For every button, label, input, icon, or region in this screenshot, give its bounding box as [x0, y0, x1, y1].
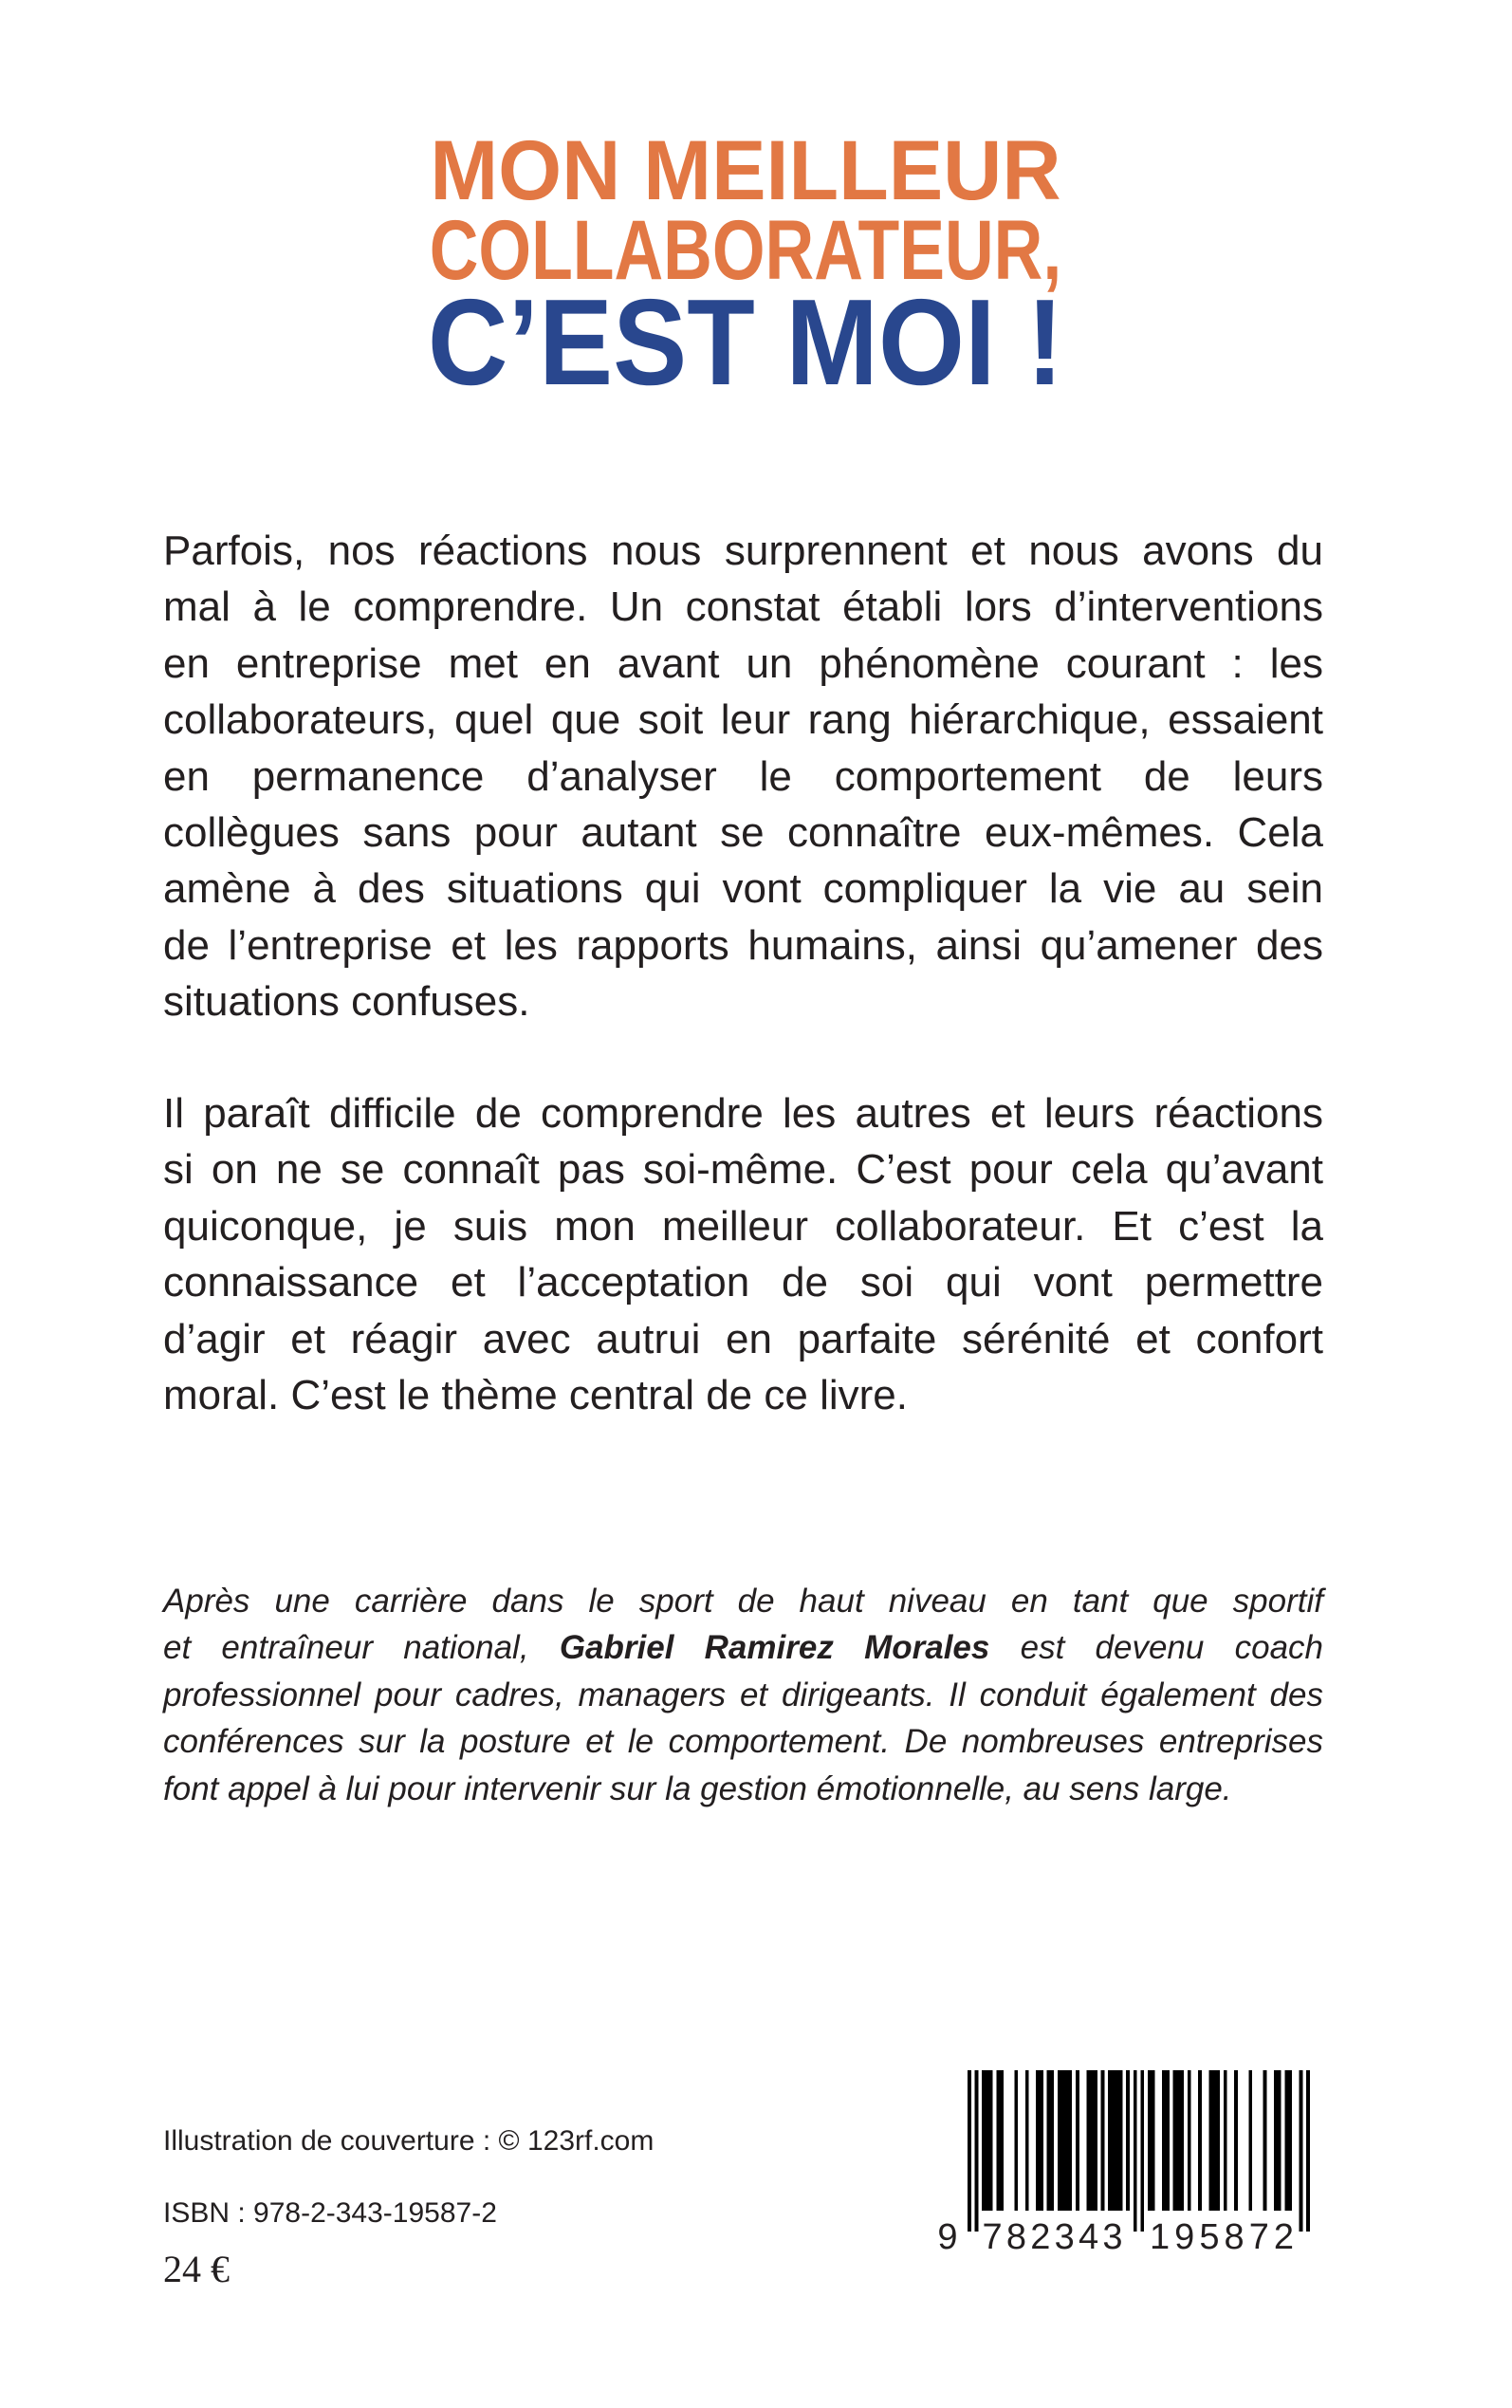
price: 24 €: [163, 2248, 230, 2290]
bio-text: et entraîneur national,: [163, 1629, 529, 1667]
barcode-bar: [1025, 2070, 1029, 2211]
barcode-right-digits: 195872: [1150, 2217, 1294, 2257]
paragraph-line: Parfois, nos réactions nous surprennent et nous avons du: [163, 528, 1323, 574]
paragraph-line: en permanence d’analyser le comportement de leurs: [163, 752, 1323, 800]
paragraph-line: d’agir et réagir avec autrui en parfaite sérénité et confort: [163, 1315, 1323, 1362]
paragraph-line: collaborateurs, quel que soit leur rang hiérarchique, essaient: [163, 696, 1323, 744]
barcode-bar: [1126, 2070, 1130, 2211]
bio-line: font appel à lui pour intervenir sur la gestion émotionnelle, au sens large.: [163, 1769, 1232, 1807]
barcode-bar: [982, 2070, 992, 2211]
barcode-bar: [1198, 2070, 1202, 2211]
barcode-guard-bar: [1140, 2070, 1144, 2232]
barcode-bar: [1248, 2070, 1252, 2211]
paragraph-line: situations confuses.: [163, 978, 530, 1026]
barcode-bar: [1058, 2070, 1072, 2211]
bio-line: conférences sur la posture et le comportement. De nombreuses entreprises: [163, 1723, 1323, 1761]
bio-line: professionnel pour cadres, managers et dirigeants. Il conduit également des: [163, 1676, 1323, 1713]
isbn: ISBN : 978-2-343-19587-2: [163, 2197, 497, 2229]
bio-text: est devenu coach: [1020, 1629, 1324, 1667]
barcode-lead-digit: 9: [937, 2217, 958, 2257]
summary-paragraph-1: [163, 523, 1323, 1030]
barcode-guard-bar: [1134, 2070, 1137, 2232]
barcode-bars: [968, 2070, 1310, 2232]
paragraph-line: si on ne se connaît pas soi-même. C’est pour cela qu’avant: [163, 1146, 1323, 1194]
author-name: Gabriel Ramirez Morales: [559, 1629, 990, 1667]
barcode-guard-bar: [975, 2070, 979, 2232]
barcode-bar: [1108, 2070, 1122, 2211]
paragraph-line: amène à des situations qui vont compliquer la vie au sein: [163, 865, 1323, 913]
bio-line: Après une carrière dans le sport de haut niveau en tant que sportif: [163, 1583, 1323, 1620]
barcode-guard-bar: [1300, 2070, 1303, 2232]
paragraph-line: moral. C’est le thème central de ce livre.: [163, 1372, 908, 1419]
barcode-guard-bar: [968, 2070, 971, 2232]
paragraph-line: collègues sans pour autant se connaître eux-mêmes. Cela: [163, 809, 1323, 857]
barcode-bar: [1148, 2070, 1155, 2211]
paragraph-line: en entreprise met en avant un phénomène courant : les: [163, 639, 1323, 687]
bio-line: [163, 1624, 1323, 1671]
barcode-bar: [1173, 2070, 1184, 2211]
barcode-guard-bar: [1306, 2070, 1310, 2232]
paragraph-line: Il paraît difficile de comprendre les autres et leurs réactions: [163, 1090, 1323, 1137]
paragraph-line: quiconque, je suis mon meilleur collaborateur. Et c’est la: [163, 1202, 1323, 1250]
barcode-bar: [1101, 2070, 1105, 2211]
paragraph-line: connaissance et l’acceptation de soi qui vont permettre: [163, 1259, 1323, 1306]
barcode-bar: [1036, 2070, 1043, 2211]
paragraph-line: de l’entreprise et les rapports humains, ainsi qu’amener des: [163, 921, 1323, 969]
barcode: [925, 2059, 1333, 2260]
barcode-bar: [1234, 2070, 1238, 2211]
author-bio: [163, 1578, 1323, 1812]
barcode-bar: [1076, 2070, 1079, 2211]
title-line-1: MON MEILLEUR: [430, 122, 1061, 217]
title-line-3: C’EST MOI !: [427, 274, 1064, 411]
barcode-bar: [1274, 2070, 1282, 2211]
barcode-left-digits: 782343: [982, 2217, 1123, 2257]
barcode-bar: [1263, 2070, 1267, 2211]
barcode-bar: [1162, 2070, 1170, 2211]
title-line-2: COLLABORATEUR,: [429, 202, 1062, 297]
illustration-credit: Illustration de couverture : © 123rf.com: [163, 2125, 655, 2157]
barcode-bar: [1188, 2070, 1191, 2211]
summary-paragraph-2: [163, 1085, 1323, 1423]
barcode-bar: [1224, 2070, 1227, 2211]
barcode-bar: [1086, 2070, 1097, 2211]
barcode-bar: [996, 2070, 1004, 2211]
paragraph-line: mal à le comprendre. Un constat établi lors d’interventions: [163, 583, 1323, 631]
barcode-bar: [1284, 2070, 1292, 2211]
barcode-bar: [1047, 2070, 1055, 2211]
barcode-bar: [1209, 2070, 1220, 2211]
barcode-bar: [1014, 2070, 1018, 2211]
